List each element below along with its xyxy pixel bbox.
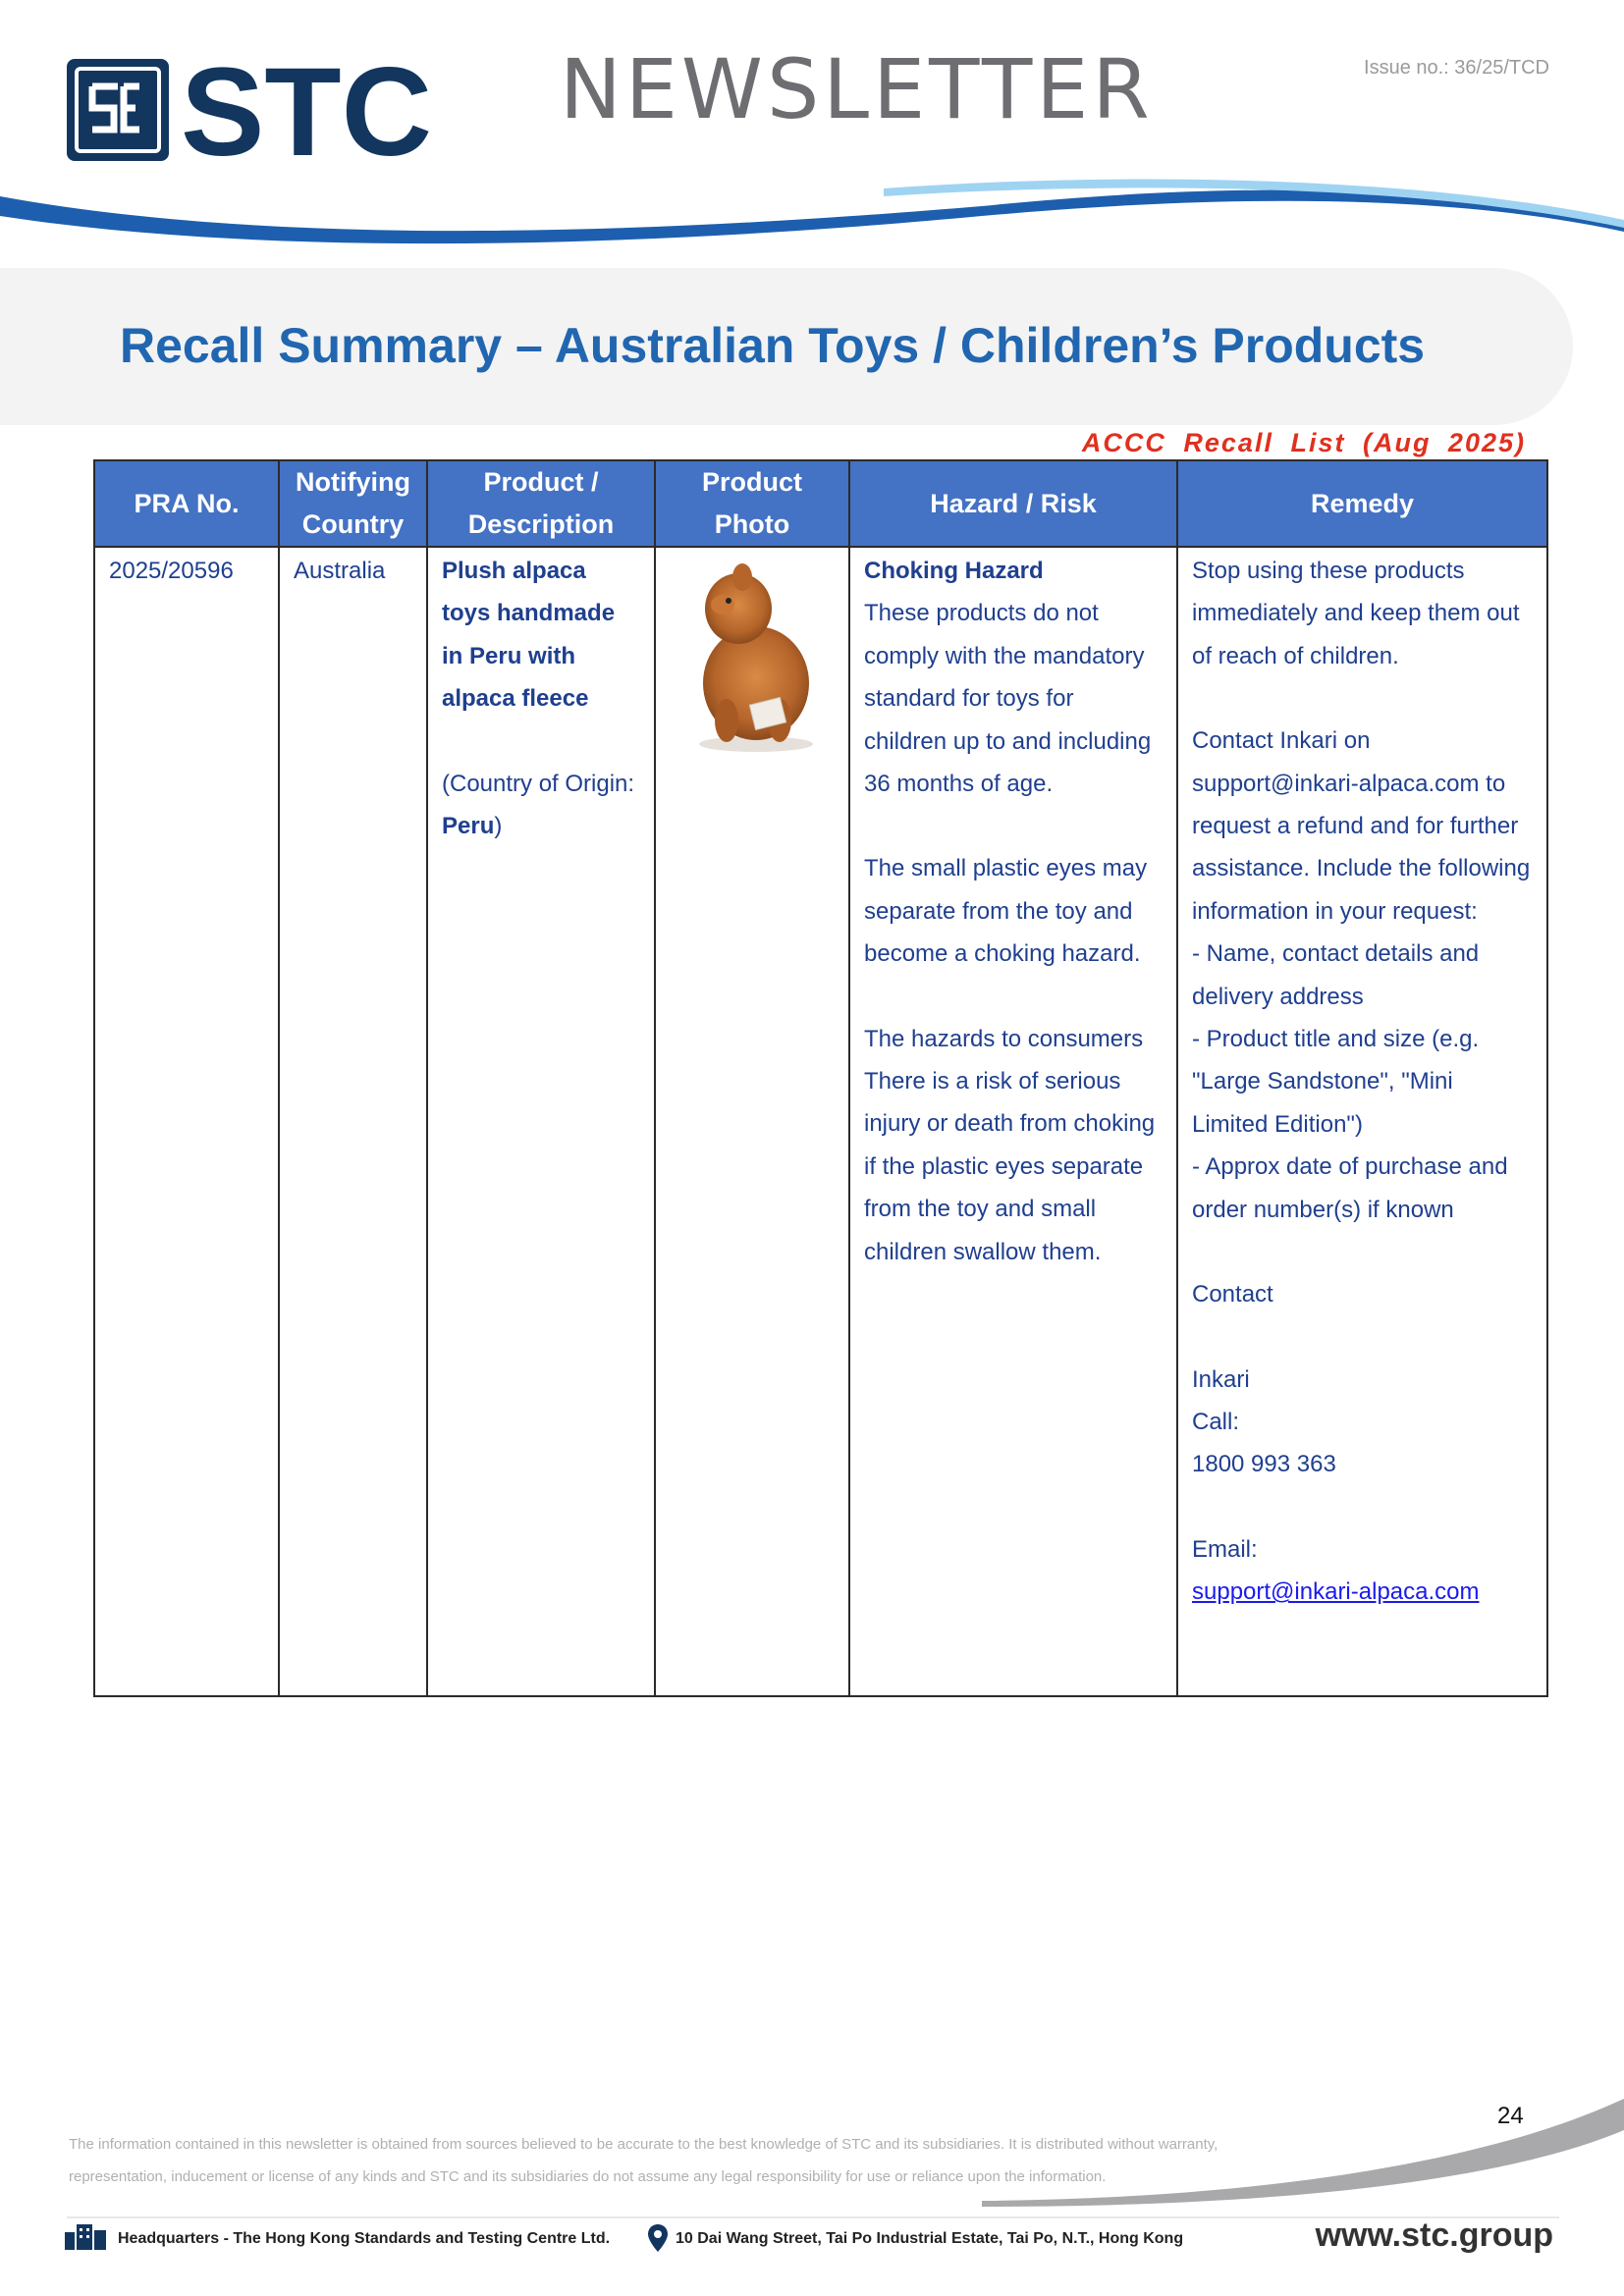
remedy-paragraph-2: Contact Inkari on support@inkari-alpaca.com to request a refund and for further assistance. Include the following information in your request: <box>1192 727 1531 925</box>
cell-photo <box>655 547 849 1696</box>
remedy-list-item-1: - Name, contact details and delivery address <box>1192 940 1480 1010</box>
header-notifying-country <box>279 460 427 547</box>
page-number: 24 <box>1497 2103 1524 2129</box>
header-country-line2: Country <box>301 509 405 539</box>
header-country-line1: Notifying <box>296 467 410 497</box>
hazard-paragraph-2: The small plastic eyes may separate from the toy and become a choking hazard. <box>864 855 1148 968</box>
cell-pra-no: 2025/20596 <box>94 547 279 1696</box>
headquarters-label: Headquarters - The Hong Kong Standards and Testing Centre Ltd. <box>118 2230 611 2247</box>
remedy-company: Inkari <box>1192 1365 1250 1393</box>
recall-table <box>93 459 1548 1697</box>
header-photo-line2: Photo <box>714 509 790 539</box>
header-product-description <box>427 460 655 547</box>
header-swoosh-graphic <box>0 177 1624 255</box>
origin-country: Peru <box>442 813 495 840</box>
cell-country: Australia <box>279 547 427 1696</box>
header-remedy: Remedy <box>1177 460 1547 547</box>
recall-list-label: ACCC Recall List (Aug 2025) <box>1081 428 1526 457</box>
header-photo-line1: Product <box>701 467 802 497</box>
remedy-email-link[interactable]: support@inkari-alpaca.com <box>1192 1578 1480 1606</box>
disclaimer-text: The information contained in this newsletter is obtained from sources believed to be accurate to the best knowledge of STC and its subsidiaries. It is distributed without warranty, representation, inducement or license of any kinds and STC and its subsidiaries do not assume any legal responsibility for use or reliance upon the information. <box>69 2136 1218 2185</box>
table-header-row <box>94 460 1547 547</box>
hazard-paragraph-3: There is a risk of serious injury or death from choking if the plastic eyes separate from the toy and small children swallow them. <box>864 1068 1156 1265</box>
remedy-paragraph-1: Stop using these products immediately and keep them out of reach of children. <box>1192 558 1520 669</box>
product-photo-image <box>674 558 831 754</box>
website-link[interactable]: www.stc.group <box>1315 2216 1553 2254</box>
remedy-list-item-3: - Approx date of purchase and order number(s) if known <box>1192 1153 1508 1223</box>
cell-hazard <box>849 547 1177 1696</box>
header-pra-no: PRA No. <box>94 460 279 547</box>
cell-product <box>427 547 655 1696</box>
issue-number: Issue no.: 36/25/TCD <box>1364 57 1549 79</box>
header-product-line2: Description <box>467 509 615 539</box>
header-product-line1: Product / <box>483 467 599 497</box>
location-pin-icon <box>648 2224 668 2252</box>
table-row <box>94 547 1547 1696</box>
remedy-list-item-2: - Product title and size (e.g. "Large Sandstone", "Mini Limited Edition") <box>1192 1026 1480 1138</box>
building-icon <box>63 2222 110 2252</box>
address-text: 10 Dai Wang Street, Tai Po Industrial Estate, Tai Po, N.T., Hong Kong <box>676 2230 1184 2247</box>
page-title: Recall Summary – Australian Toys / Children’s Products <box>120 318 1426 373</box>
remedy-contact-heading: Contact <box>1192 1281 1273 1308</box>
remedy-email-label: Email: <box>1192 1535 1258 1563</box>
header-hazard-risk: Hazard / Risk <box>849 460 1177 547</box>
product-name: Plush alpaca toys handmade in Peru with alpaca fleece <box>442 558 616 713</box>
header-product-photo <box>655 460 849 547</box>
remedy-call-label: Call: <box>1192 1408 1240 1435</box>
stc-logo <box>67 57 460 163</box>
product-origin: (Country of Origin: Peru) <box>442 770 635 840</box>
cell-remedy <box>1177 547 1547 1696</box>
hazard-paragraph-3-heading: The hazards to consumers <box>864 1025 1144 1052</box>
newsletter-heading: NEWSLETTER <box>560 41 1154 137</box>
hazard-title: Choking Hazard <box>864 558 1044 584</box>
hazard-paragraph-1: These products do not comply with the mandatory standard for toys for children up to and including 36 months of age. <box>864 600 1152 798</box>
logo-text: STC <box>181 57 432 163</box>
remedy-phone: 1800 993 363 <box>1192 1451 1336 1478</box>
